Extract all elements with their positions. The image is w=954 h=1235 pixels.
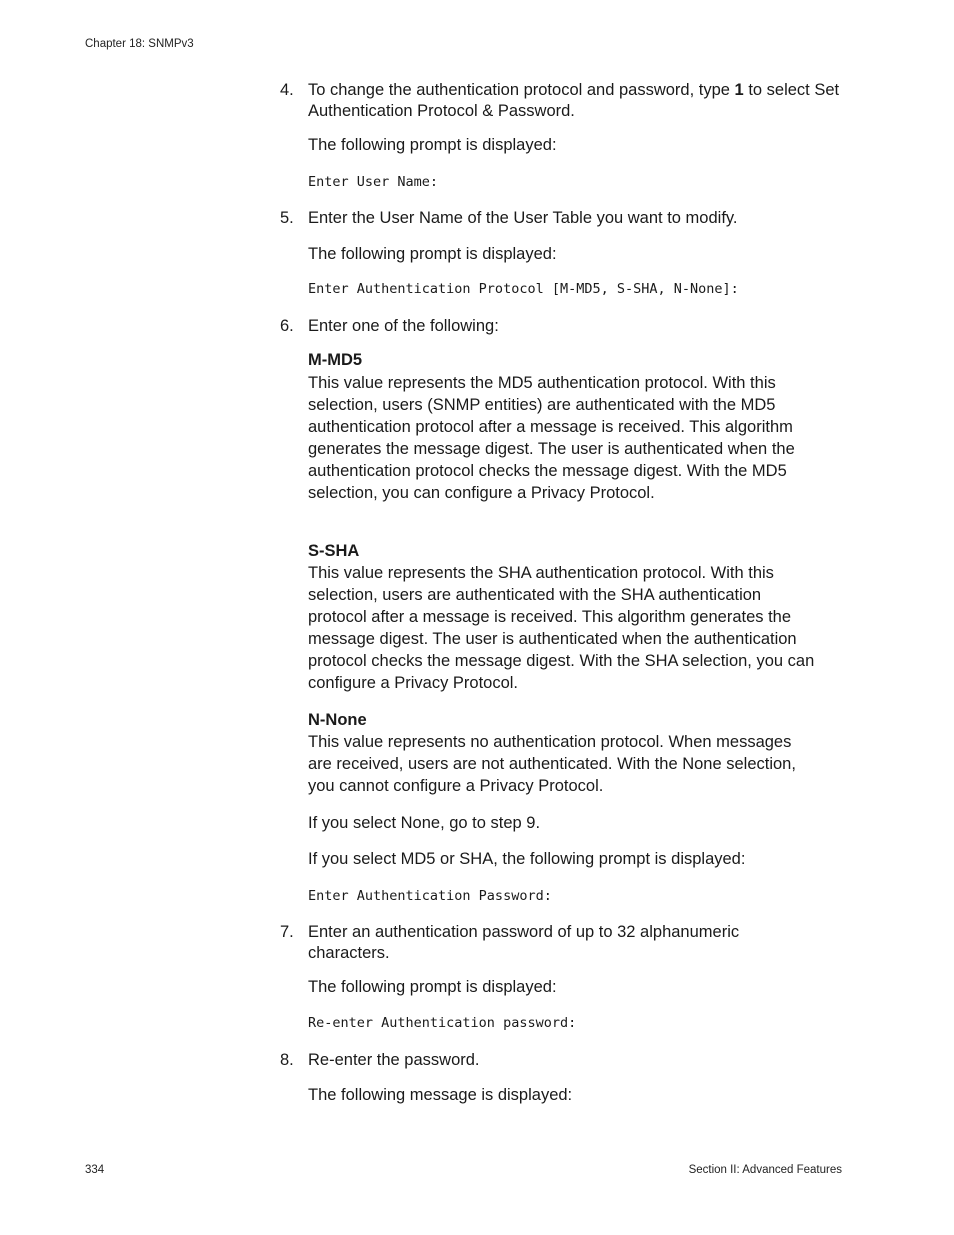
step-5-prompt-intro: The following prompt is displayed: (308, 245, 557, 263)
step-5-number: 5. (280, 209, 294, 227)
option-none-term: N-None (308, 711, 367, 729)
step-8-text: Re-enter the password. (308, 1051, 480, 1069)
option-sha-term: S-SHA (308, 542, 360, 560)
step-8-message-intro: The following message is displayed: (308, 1086, 573, 1104)
step-4-number: 4. (280, 81, 294, 99)
step-5-code: Enter Authentication Protocol [M-MD5, S-SHA, N-None]: (308, 281, 739, 297)
running-footer-section: Section II: Advanced Features (688, 1164, 842, 1176)
step-4-option-number: 1 (734, 81, 744, 99)
option-md5-term: M-MD5 (308, 351, 363, 369)
page-number: 334 (85, 1164, 105, 1176)
step-6-code: Enter Authentication Password: (308, 888, 552, 904)
option-md5-description: This value represents the MD5 authentication protocol. With this selection, users (SNMP entities) are authenticated with the MD5 authentication protocol after a message is received. This algorithm generates the message digest. The user is authenticated when the authentication protocol checks the message digest. With the MD5 selection, you can configure a Privacy Protocol. (308, 374, 795, 502)
step-7-text: Enter an authentication password of up to 32 alphanumeric characters. (308, 923, 740, 962)
option-none-description: This value represents no authentication protocol. When messages are received, users are not authenticated. With the None selection, you cannot configure a Privacy Protocol. (308, 733, 796, 795)
step-5-text: Enter the User Name of the User Table you want to modify. (308, 209, 738, 227)
step-8-number: 8. (280, 1051, 294, 1069)
step-4-text-end: to select Set Authentication Protocol & Password. (308, 81, 840, 120)
note-md5-sha: If you select MD5 or SHA, the following prompt is displayed: (308, 850, 746, 868)
step-7-number: 7. (280, 923, 294, 941)
step-7-prompt-intro: The following prompt is displayed: (308, 978, 557, 996)
step-4-text-start: To change the authentication protocol and password, type (308, 81, 735, 99)
step-4-code: Enter User Name: (308, 174, 439, 190)
step-6-number: 6. (280, 317, 294, 335)
step-4-prompt-intro: The following prompt is displayed: (308, 136, 557, 154)
step-7-code: Re-enter Authentication password: (308, 1015, 577, 1031)
running-header: Chapter 18: SNMPv3 (85, 38, 194, 50)
step-6-text: Enter one of the following: (308, 317, 499, 335)
step-4-text (308, 80, 843, 121)
option-sha-description: This value represents the SHA authentication protocol. With this selection, users are authenticated with the SHA authentication protocol after a message is received. This algorithm generates the message digest. The user is authenticated when the authentication protocol checks the message digest. With the SHA selection, you can configure a Privacy Protocol. (308, 564, 815, 692)
note-none: If you select None, go to step 9. (308, 814, 541, 832)
